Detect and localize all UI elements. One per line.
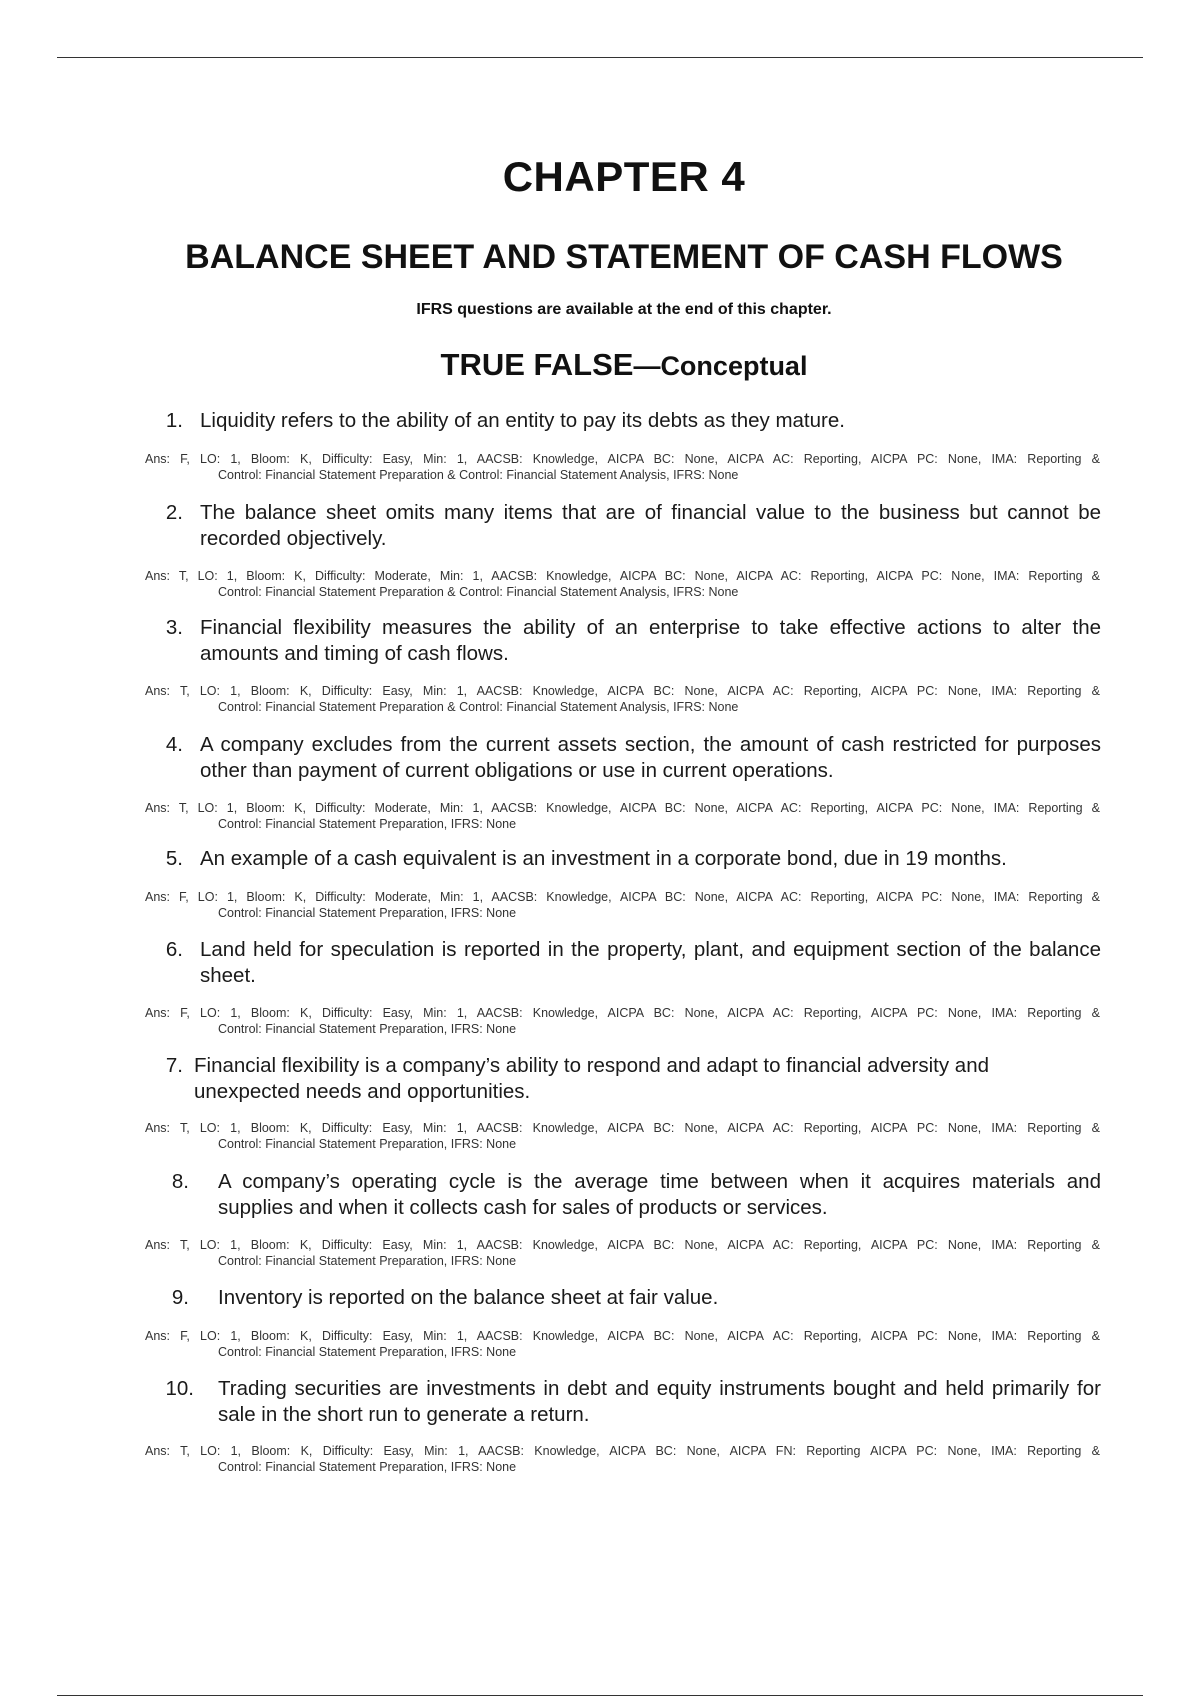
question-number: 1. — [165, 409, 183, 432]
question-text: A company excludes from the current assets section, the amount of cash restricted for purposes other than payment of current obligations or use in current operations. — [200, 733, 1101, 782]
answer-line-1: Ans: T, LO: 1, Bloom: K, Difficulty: Moderate, Min: 1, AACSB: Knowledge, AICPA BC: None, AICPA AC: Reporting, AICPA PC: None, IMA: Reporting & — [145, 569, 1100, 583]
question-text: Financial flexibility measures the ability of an enterprise to take effective actions to alter the amounts and timing of cash flows. — [200, 616, 1101, 665]
question-text: Financial flexibility is a company’s ability to respond and adapt to financial adversity and unexpected needs and opportunities. — [194, 1054, 990, 1103]
bottom-rule — [57, 1695, 1143, 1696]
answer-line-2: Control: Financial Statement Preparation, IFRS: None — [218, 1460, 517, 1474]
answer-metadata — [145, 889, 1100, 921]
answer-line-1: Ans: F, LO: 1, Bloom: K, Difficulty: Easy, Min: 1, AACSB: Knowledge, AICPA BC: None, AICPA AC: Reporting, AICPA PC: None, IMA: Reporting & — [145, 1006, 1100, 1020]
answer-metadata — [145, 1120, 1100, 1152]
section-heading — [0, 347, 1200, 383]
chapter-number: CHAPTER 4 — [502, 153, 746, 200]
top-rule — [57, 57, 1143, 58]
question-number: 10. — [165, 1377, 194, 1400]
answer-line-2: Control: Financial Statement Preparation & Control: Financial Statement Analysis, IFRS: None — [218, 468, 739, 482]
answer-line-2: Control: Financial Statement Preparation & Control: Financial Statement Analysis, IFRS: None — [218, 585, 739, 599]
answer-line-1: Ans: F, LO: 1, Bloom: K, Difficulty: Easy, Min: 1, AACSB: Knowledge, AICPA BC: None, AICPA AC: Reporting, AICPA PC: None, IMA: Reporting & — [145, 452, 1100, 466]
answer-line-1: Ans: T, LO: 1, Bloom: K, Difficulty: Easy, Min: 1, AACSB: Knowledge, AICPA BC: None, AICPA AC: Reporting, AICPA PC: None, IMA: Reporting & — [145, 1121, 1100, 1135]
section-heading-main: TRUE FALSE — [440, 347, 634, 382]
answer-metadata — [145, 1328, 1100, 1360]
question-text: A company’s operating cycle is the average time between when it acquires materials and supplies and when it collects cash for sales of products or services. — [218, 1170, 1101, 1219]
answer-line-1: Ans: T, LO: 1, Bloom: K, Difficulty: Moderate, Min: 1, AACSB: Knowledge, AICPA BC: None, AICPA AC: Reporting, AICPA PC: None, IMA: Reporting & — [145, 801, 1100, 815]
section-heading-sub: —Conceptual — [633, 351, 808, 381]
answer-line-2: Control: Financial Statement Preparation, IFRS: None — [218, 906, 517, 920]
question-number: 8. — [171, 1170, 189, 1193]
question-number: 2. — [165, 501, 183, 524]
answer-metadata — [145, 683, 1100, 715]
question-number: 4. — [165, 733, 183, 756]
answer-line-2: Control: Financial Statement Preparation, IFRS: None — [218, 1345, 517, 1359]
answer-line-1: Ans: F, LO: 1, Bloom: K, Difficulty: Moderate, Min: 1, AACSB: Knowledge, AICPA BC: None, AICPA AC: Reporting, AICPA PC: None, IMA: Reporting & — [145, 890, 1100, 904]
answer-metadata — [145, 1237, 1100, 1269]
answer-metadata — [145, 568, 1100, 600]
answer-line-2: Control: Financial Statement Preparation, IFRS: None — [218, 817, 517, 831]
chapter-title: BALANCE SHEET AND STATEMENT OF CASH FLOWS — [185, 238, 1063, 276]
question-text: The balance sheet omits many items that are of financial value to the business but cannot be recorded objectively. — [200, 501, 1101, 550]
question-number: 7. — [165, 1054, 183, 1077]
answer-line-2: Control: Financial Statement Preparation, IFRS: None — [218, 1137, 517, 1151]
question-text: Trading securities are investments in debt and equity instruments bought and held primarily for sale in the short run to generate a return. — [218, 1377, 1101, 1426]
answer-metadata — [145, 1005, 1100, 1037]
answer-line-2: Control: Financial Statement Preparation & Control: Financial Statement Analysis, IFRS: None — [218, 700, 739, 714]
question-text: Liquidity refers to the ability of an entity to pay its debts as they mature. — [200, 409, 845, 432]
question-number: 3. — [165, 616, 183, 639]
answer-line-2: Control: Financial Statement Preparation, IFRS: None — [218, 1022, 517, 1036]
answer-metadata — [145, 1443, 1100, 1475]
answer-line-1: Ans: T, LO: 1, Bloom: K, Difficulty: Easy, Min: 1, AACSB: Knowledge, AICPA BC: None, AICPA AC: Reporting, AICPA PC: None, IMA: Reporting & — [145, 684, 1100, 698]
answer-line-1: Ans: T, LO: 1, Bloom: K, Difficulty: Easy, Min: 1, AACSB: Knowledge, AICPA BC: None, AICPA AC: Reporting, AICPA PC: None, IMA: Reporting & — [145, 1238, 1100, 1252]
question-number: 9. — [171, 1286, 189, 1309]
question-number: 5. — [165, 847, 183, 870]
question-text: Inventory is reported on the balance sheet at fair value. — [218, 1286, 719, 1309]
ifrs-note: IFRS questions are available at the end of this chapter. — [416, 301, 832, 318]
answer-line-1: Ans: T, LO: 1, Bloom: K, Difficulty: Easy, Min: 1, AACSB: Knowledge, AICPA BC: None, AICPA FN: Reporting AICPA PC: None, IMA: Reporting & — [145, 1444, 1100, 1458]
answer-line-1: Ans: F, LO: 1, Bloom: K, Difficulty: Easy, Min: 1, AACSB: Knowledge, AICPA BC: None, AICPA AC: Reporting, AICPA PC: None, IMA: Reporting & — [145, 1329, 1100, 1343]
question-text: An example of a cash equivalent is an investment in a corporate bond, due in 19 months. — [200, 847, 1007, 870]
question-number: 6. — [165, 938, 183, 961]
answer-line-2: Control: Financial Statement Preparation, IFRS: None — [218, 1254, 517, 1268]
question-text: Land held for speculation is reported in the property, plant, and equipment section of the balance sheet. — [200, 938, 1101, 987]
answer-metadata — [145, 451, 1100, 483]
answer-metadata — [145, 800, 1100, 832]
